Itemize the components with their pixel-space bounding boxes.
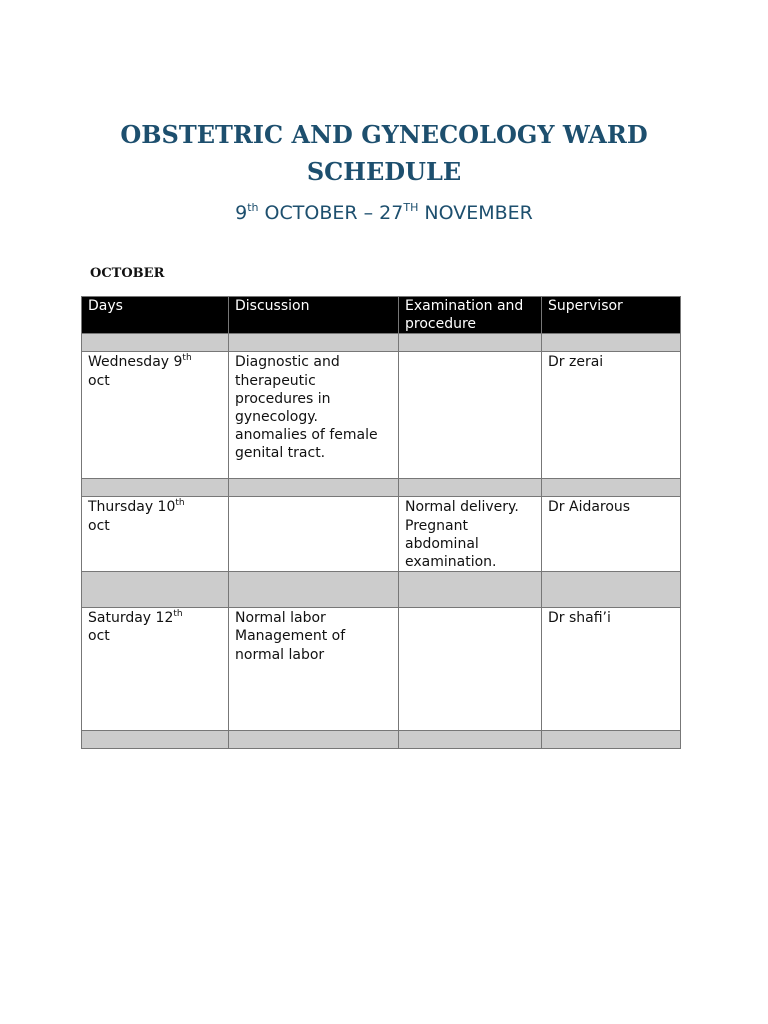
examination-cell	[399, 352, 542, 479]
day-cell: Wednesday 9th oct	[82, 352, 229, 479]
month-label: OCTOBER	[90, 266, 165, 281]
examination-cell: Normal delivery. Pregnant abdominal examination.	[399, 497, 542, 572]
table-row	[82, 497, 681, 572]
day-cell: Saturday 12th oct	[82, 608, 229, 731]
column-header-supervisor: Supervisor	[542, 297, 681, 334]
end-month: NOVEMBER	[418, 202, 533, 224]
table-row	[82, 608, 681, 731]
discussion-cell: Normal labor Management of normal labor	[229, 608, 399, 731]
spacer-row	[82, 479, 681, 497]
schedule-table	[81, 296, 681, 749]
title-line-1: OBSTETRIC AND GYNECOLOGY WARD	[120, 120, 648, 149]
supervisor-cell: Dr shafi’i	[542, 608, 681, 731]
start-day-suffix: th	[247, 201, 259, 214]
spacer-row	[82, 334, 681, 352]
table-row	[82, 352, 681, 479]
table-header-row	[82, 297, 681, 334]
spacer-row	[82, 731, 681, 749]
document-title	[0, 116, 768, 190]
supervisor-cell: Dr zerai	[542, 352, 681, 479]
spacer-row	[82, 572, 681, 608]
end-day-suffix: TH	[403, 201, 419, 214]
examination-cell	[399, 608, 542, 731]
start-month: OCTOBER – 27	[258, 202, 404, 224]
column-header-discussion: Discussion	[229, 297, 399, 334]
title-line-2: SCHEDULE	[306, 157, 462, 186]
discussion-cell	[229, 497, 399, 572]
day-cell: Thursday 10th oct	[82, 497, 229, 572]
column-header-days: Days	[82, 297, 229, 334]
supervisor-cell: Dr Aidarous	[542, 497, 681, 572]
start-day: 9	[235, 202, 248, 224]
discussion-cell: Diagnostic and therapeutic procedures in gynecology. anomalies of female genital tract.	[229, 352, 399, 479]
date-range-subtitle	[0, 199, 768, 227]
column-header-examination: Examination and procedure	[399, 297, 542, 334]
